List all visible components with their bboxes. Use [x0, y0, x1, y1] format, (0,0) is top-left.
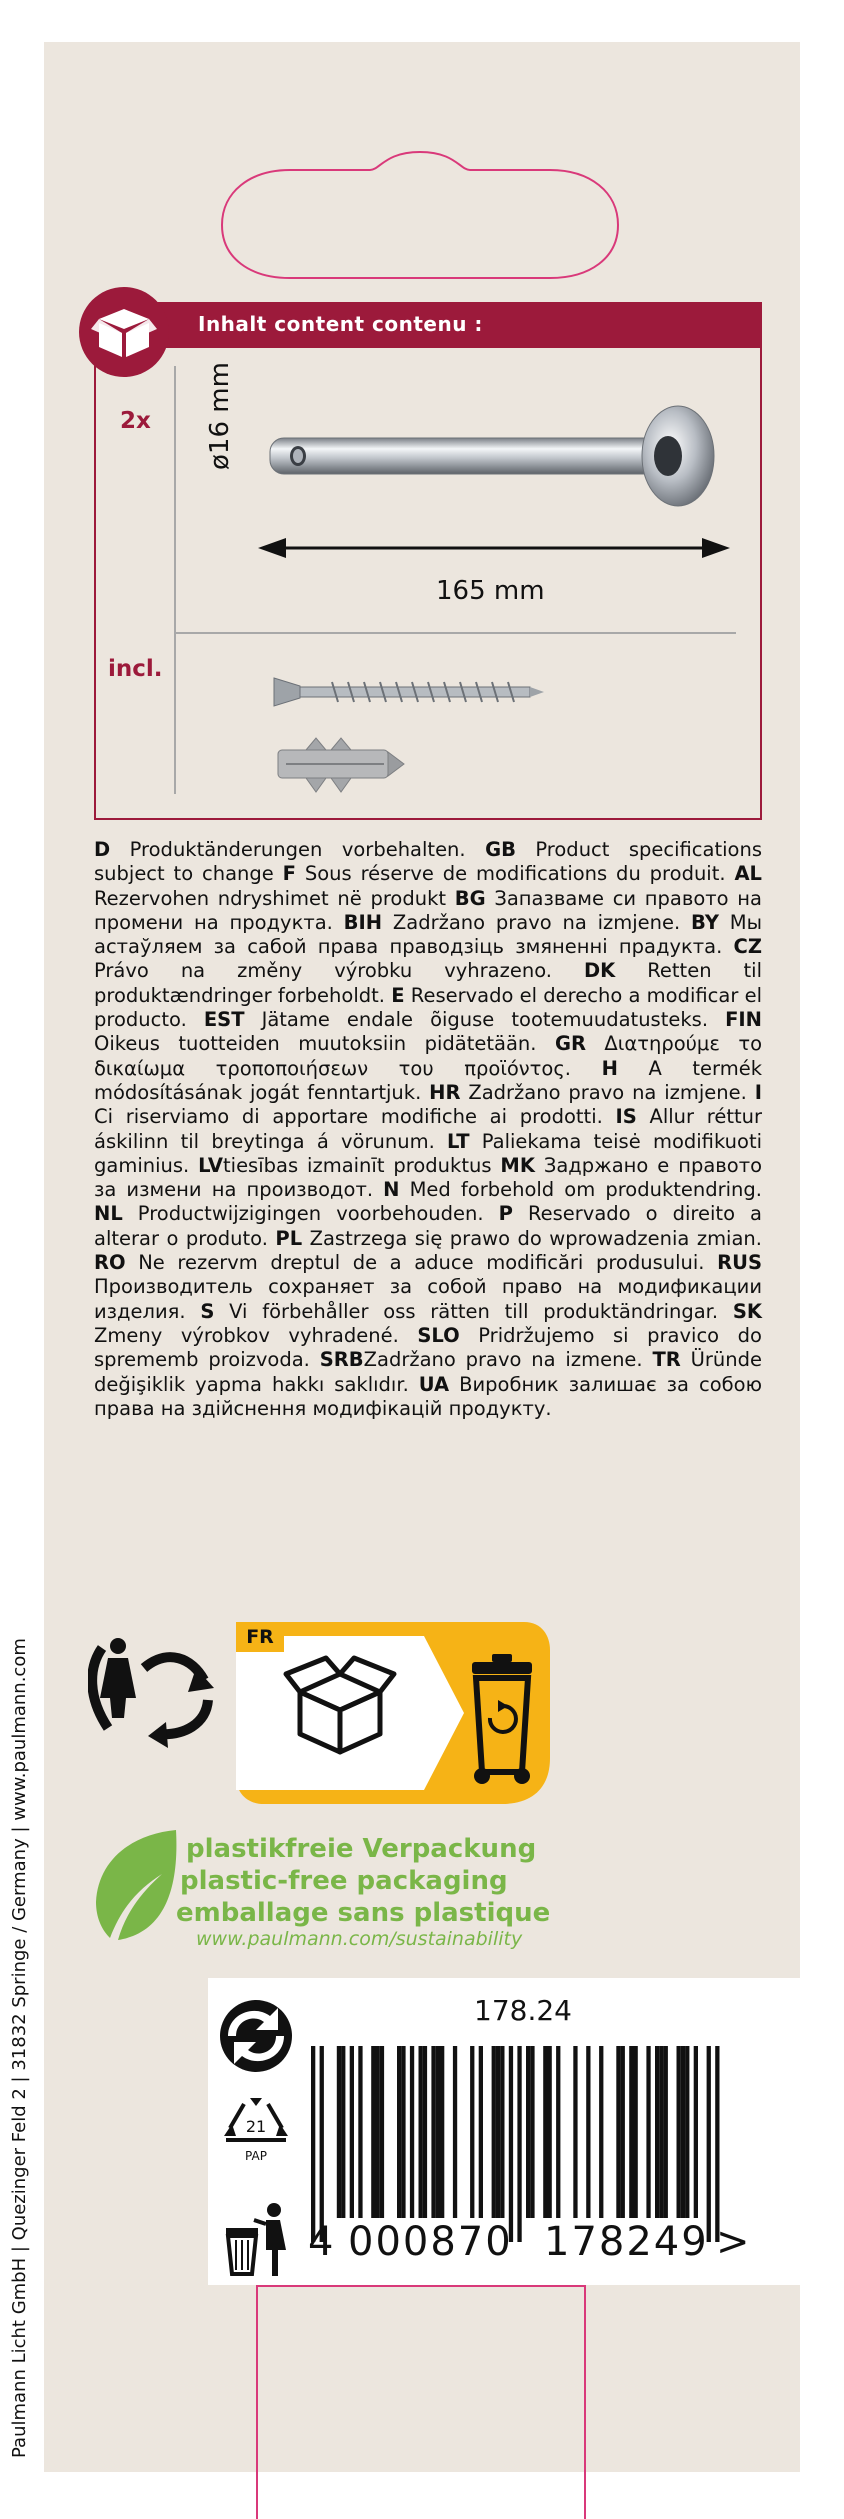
legal-statement: Zadržano pravo na izmene.: [363, 1348, 653, 1372]
legal-country-code: EST: [203, 1008, 245, 1032]
barcode-bar: [685, 2046, 689, 2218]
box-icon: [79, 287, 169, 377]
legal-statement: Reservado el derecho a modificar el producto.: [94, 983, 762, 1032]
barcode-bar: [350, 2046, 354, 2218]
barcode-bar: [664, 2046, 668, 2218]
legal-statement: Виробник залишає за собою права на здійснення модифікацій продукту.: [94, 1372, 763, 1420]
legal-country-code: P: [498, 1202, 513, 1226]
legal-statement: Zastrzega się prawo do wprowadzenia zmian.: [302, 1226, 762, 1250]
barcode-bar: [655, 2046, 659, 2218]
paper-recycle-code-icon: [216, 2096, 296, 2168]
bottom-window-outline: [256, 2285, 586, 2519]
legal-statement: Ne rezervm dreptul de a aduce modificări produsului.: [125, 1251, 718, 1275]
barcode-bar: [621, 2046, 625, 2218]
recycling-info-graphic: [88, 1588, 558, 1804]
barcode-bar: [694, 2046, 698, 2218]
legal-country-code: LT: [447, 1129, 470, 1153]
legal-country-code: I: [754, 1080, 762, 1104]
legal-country-code: SLO: [417, 1323, 460, 1347]
legal-statement: tiesības izmainīt produktus: [223, 1153, 501, 1177]
legal-statement: Allur réttur áskilinn til breytinga á vörunum.: [94, 1105, 762, 1153]
barcode-bar: [634, 2046, 638, 2218]
barcode-bar: [440, 2046, 444, 2218]
rod-illustration: [268, 404, 718, 512]
legal-country-code: UA: [418, 1372, 450, 1396]
qty-main: 2x: [120, 408, 151, 434]
barcode-bar: [500, 2046, 504, 2218]
legal-statement: Zmeny výrobkov vyhradené.: [94, 1323, 418, 1347]
trash-disposal-icon: [222, 2200, 292, 2278]
legal-country-code: LV: [198, 1153, 223, 1177]
legal-country-code: F: [282, 862, 296, 886]
legal-country-code: MK: [500, 1153, 535, 1177]
barcode-bar: [681, 2046, 685, 2218]
legal-statement: Reservado o direito a alterar o produto.: [94, 1202, 762, 1250]
barcode-bar: [492, 2046, 496, 2218]
qty-included: incl.: [108, 656, 163, 682]
barcode-bar: [337, 2046, 341, 2218]
country-tag: FR: [236, 1622, 284, 1652]
wall-plug-illustration: [276, 736, 406, 796]
legal-statement: Oikeus tuotteiden muutoksiin pidätetään.: [94, 1032, 555, 1056]
barcode-bar: [715, 2046, 719, 2242]
legal-country-code: D: [94, 838, 111, 861]
legal-country-code: NL: [94, 1202, 123, 1226]
barcode-bar: [530, 2046, 534, 2218]
legal-country-code: FIN: [725, 1008, 762, 1032]
legal-statement: Sous réserve de modifications du produit.: [295, 862, 735, 886]
barcode-bar: [431, 2046, 435, 2218]
barcode-bar: [677, 2046, 681, 2218]
triman-icon: [92, 1638, 214, 1748]
barcode-bar: [401, 2046, 405, 2218]
legal-statement: Задржано е правото за измени на производот.: [94, 1153, 762, 1202]
legal-country-code: BG: [454, 886, 486, 910]
legal-country-code: N: [383, 1178, 400, 1202]
barcode-bar: [573, 2046, 577, 2218]
barcode-bar: [453, 2046, 457, 2218]
barcode-bar: [659, 2046, 663, 2218]
legal-country-code: GB: [485, 838, 516, 861]
legal-statement: Производитель сохраняет за собой право на модификации изделия.: [94, 1275, 762, 1323]
legal-country-code: SK: [732, 1299, 762, 1323]
barcode-bar: [707, 2046, 711, 2242]
barcode-bar: [479, 2046, 483, 2218]
legal-statement: Ci riserviamo di apportare modifiche ai prodotti.: [94, 1105, 616, 1129]
legal-country-code: S: [200, 1299, 215, 1323]
legal-country-code: AL: [734, 862, 762, 886]
hang-hole-outline: [220, 150, 620, 280]
barcode-bar: [410, 2046, 414, 2218]
ean-right-group: 178249: [544, 2219, 709, 2265]
barcode-bar: [599, 2046, 603, 2218]
legal-statement: Zadržano pravo na izmjene.: [382, 910, 692, 934]
leaf-icon: [92, 1826, 182, 1942]
legal-country-code: PL: [275, 1226, 303, 1250]
ean-end-mark: >: [716, 2219, 750, 2265]
legal-statement: Zadržano pravo na izmjene.: [460, 1080, 755, 1104]
article-number: 178.24: [474, 1994, 572, 2027]
barcode-bar: [646, 2046, 650, 2218]
screw-illustration: [272, 674, 546, 710]
legal-statement: Üründe değişiklik yapma hakkı saklıdır.: [94, 1348, 763, 1396]
barcode-bar: [548, 2046, 552, 2218]
legal-statement: Productwijzigingen voorbehouden.: [122, 1202, 499, 1226]
legal-country-code: RO: [94, 1251, 126, 1275]
legal-country-code: IS: [615, 1105, 637, 1129]
barcode-bar: [586, 2046, 590, 2218]
legal-statement: Produktänderungen vorbehalten.: [110, 838, 486, 861]
barcode-bar: [419, 2046, 423, 2218]
barcode-bar: [371, 2046, 375, 2218]
barcode-bar: [517, 2046, 521, 2242]
barcode-bar: [358, 2046, 362, 2218]
barcode-bar: [629, 2046, 633, 2218]
legal-country-code: HR: [429, 1080, 461, 1104]
legal-country-code: BY: [691, 910, 719, 934]
barcode-bar: [376, 2046, 380, 2218]
eco-url: www.paulmann.com/sustainability: [196, 1928, 523, 1950]
eco-line-de: plastikfreie Verpackung: [186, 1834, 537, 1864]
barcode-bar: [509, 2046, 513, 2242]
legal-statement: Vi förbehåller oss rätten till produktändringar.: [214, 1299, 733, 1323]
recycle-number: 21: [245, 2117, 267, 2136]
ean-left-group: 000870: [348, 2219, 513, 2265]
legal-country-code: CZ: [733, 935, 762, 959]
company-address: Paulmann Licht GmbH | Quezinger Feld 2 | 31832 Springe / Germany | www.paulmann.com: [9, 1638, 30, 2458]
diameter-label: ø16 mm: [205, 362, 235, 470]
content-header-text: Inhalt content contenu :: [198, 312, 483, 336]
barcode-bar: [380, 2046, 384, 2218]
barcode-bar: [341, 2046, 345, 2218]
recycle-material: PAP: [245, 2149, 267, 2163]
length-arrow: [256, 530, 732, 566]
barcode-bar: [423, 2046, 427, 2218]
barcode-bar: [496, 2046, 500, 2218]
legal-country-code: SRB: [319, 1348, 364, 1372]
legal-statement: Právo na změny výrobku vyhrazeno.: [94, 959, 584, 983]
legal-statement: Med forbehold om produktendring.: [399, 1178, 762, 1202]
barcode-bar: [556, 2046, 560, 2218]
barcode-bar: [543, 2046, 547, 2218]
legal-statement: Pridržujemo si pravico do sprememb proizvoda.: [94, 1323, 762, 1372]
barcode-bar: [311, 2046, 315, 2242]
legal-statement: Jätame endale õiguse tootemuudatusteks.: [244, 1008, 726, 1032]
barcode-bar: [616, 2046, 620, 2218]
divider-vertical: [174, 366, 176, 794]
length-label: 165 mm: [436, 576, 545, 606]
legal-disclaimer: [94, 838, 762, 1421]
legal-country-code: GR: [554, 1032, 586, 1056]
legal-statement: Запазваме си правото на промени на продукта.: [94, 886, 762, 934]
barcode-bar: [526, 2046, 530, 2218]
legal-statement: Διατηρούμε το δικαίωμα τροποποιήσεων του προϊόντος.: [94, 1032, 763, 1080]
eco-line-en: plastic-free packaging: [180, 1866, 508, 1896]
divider-horizontal: [176, 632, 736, 634]
legal-country-code: H: [601, 1056, 618, 1080]
legal-country-code: BIH: [343, 910, 383, 934]
barcode-bar: [397, 2046, 401, 2218]
legal-statement: Product specifications subject to change: [94, 838, 762, 886]
legal-country-code: E: [391, 983, 405, 1007]
ean-first-digit: 4: [308, 2219, 334, 2265]
legal-country-code: DK: [583, 959, 616, 983]
legal-statement: Retten til produktændringer forbeholdt.: [94, 959, 763, 1007]
legal-country-code: TR: [652, 1348, 681, 1372]
barcode-bar: [320, 2046, 324, 2242]
barcode-bar: [436, 2046, 440, 2218]
legal-statement: Paliekama teisė modifikuoti gaminius.: [94, 1129, 763, 1177]
legal-statement: Rezervohen ndryshimet në produkt: [94, 886, 455, 910]
legal-statement: A termék módosításának jogát fenntartjuk.: [94, 1056, 763, 1104]
legal-statement: Мы астаўляем за сабой права праводзіць змяненні прадукта.: [94, 910, 762, 959]
green-dot-icon: [216, 1996, 296, 2076]
barcode-bar: [470, 2046, 474, 2218]
legal-country-code: RUS: [717, 1251, 762, 1275]
eco-line-fr: emballage sans plastique: [176, 1898, 551, 1928]
